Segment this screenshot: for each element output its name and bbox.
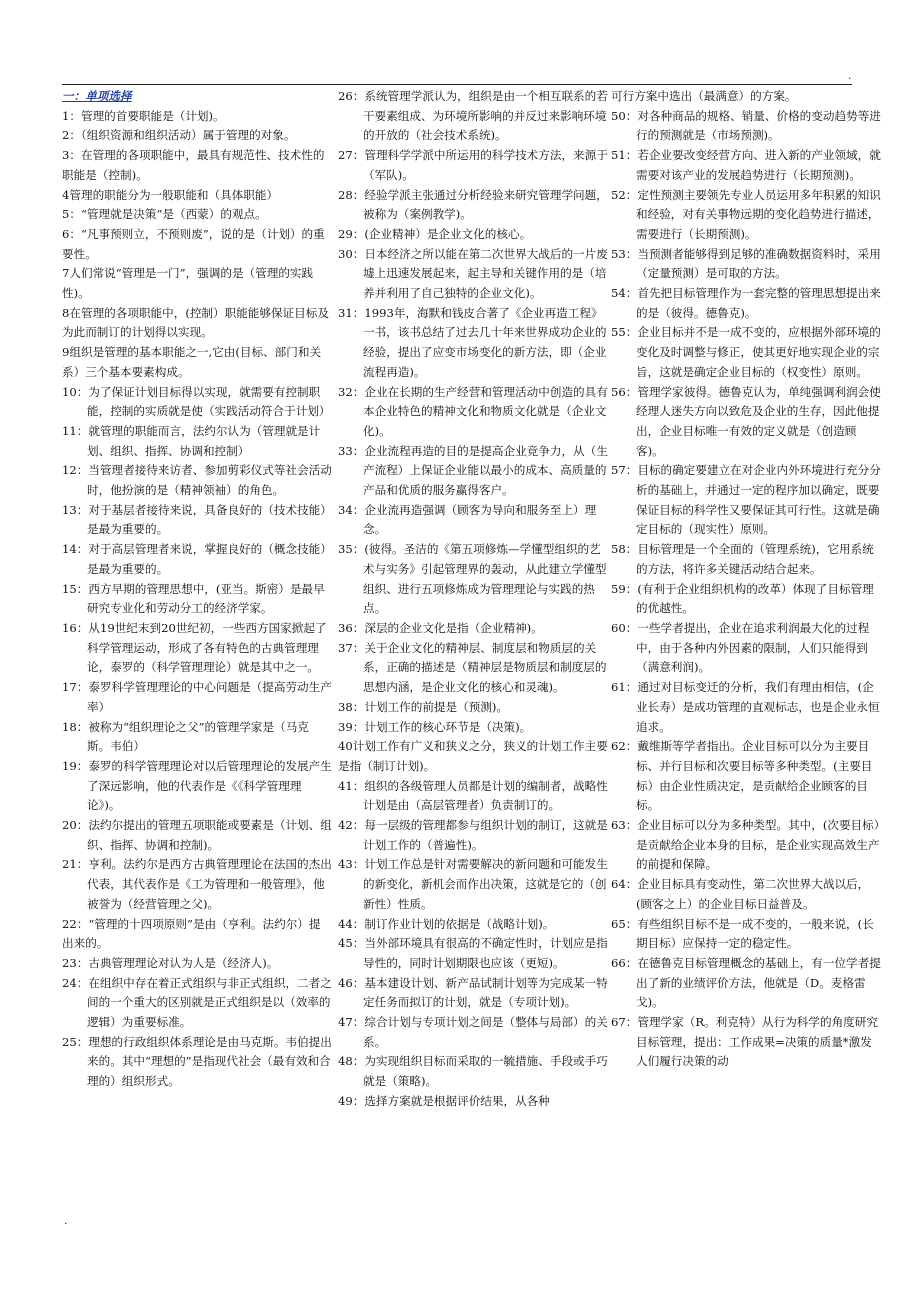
question-item: 45：当外部环境具有很高的不确定性时，计划应是指导性的，同时计划期限也应该（更短)。 bbox=[338, 936, 608, 970]
question-item: 18：被称为“组织理论之父”的管理学家是（马克斯。韦伯） bbox=[62, 719, 309, 754]
question-item: 62：戴维斯等学者指出。企业目标可以分为主要目标、并行目标和次要目标等多种类型。(主要目标）由企业性质决定，是贡献给企业顾客的目标。 bbox=[611, 739, 873, 813]
question-item: 31：1993年，海默和钱皮合著了《企业再造工程》一书，该书总结了过去几十年来世界成功企业的经验，提出了应变市场变化的新方法，即（企业流程再造)。 bbox=[338, 305, 607, 379]
question-item: 26：系统管理学派认为，组织是由一个相互联系的若干要素组成、为环境所影响的并反过来影响环境的开放的（社会技术系统)。 bbox=[338, 89, 608, 143]
question-item: 19：泰罗的科学管理理论对以后管理理论的发展产生了深远影响，他的代表作是《《科学管理理论》)。 bbox=[62, 758, 332, 813]
question-item: 44：制订作业计划的依据是（战略计划)。 bbox=[338, 916, 555, 931]
question-item: 29：(企业精神）是企业文化的核心。 bbox=[338, 226, 532, 241]
section-heading: 一：单项选择 bbox=[62, 89, 132, 103]
question-item: 66：在德鲁克目标管理概念的基础上，有一位学者提出了新的业绩评价方法，他就是（D。麦格雷戈)。 bbox=[611, 955, 881, 1010]
question-item: 1：管理的首要职能是（计划)。 bbox=[62, 108, 225, 123]
question-item: 4管理的职能分为一般职能和（具体职能） bbox=[62, 187, 279, 202]
page-corner-mark: . bbox=[848, 69, 852, 82]
question-item: 49：选择方案就是根据评价结果，从各种 bbox=[338, 1093, 550, 1108]
question-item: 20：法约尔提出的管理五项职能或要素是（计划、组织、指挥、协调和控制)。 bbox=[62, 818, 332, 852]
question-item: 15：西方早期的管理思想中，(亚当。斯密）是最早研究专业化和劳动分工的经济学家。 bbox=[62, 581, 325, 616]
question-item: 25：理想的行政组织体系理论是由马克斯。韦伯提出来的。其中“理想的”是指现代社会（最有效和合理的）组织形式。 bbox=[62, 1034, 332, 1089]
top-rule bbox=[62, 84, 852, 85]
question-item: 41：组织的各级管理人员都是计划的编制者，战略性计划是由（高层管理者）负责制订的。 bbox=[338, 778, 608, 813]
question-item: 52：定性预测主要领先专业人员运用多年积累的知识和经验，对有关事物远期的变化趋势进行描述，需要进行（长期预测)。 bbox=[611, 187, 881, 241]
question-item: 36：深层的企业文化是指（企业精神)。 bbox=[338, 620, 543, 635]
question-item: 43：计划工作总是针对需要解决的新问题和可能发生的新变化，新机会而作出决策，这就是它的（创新性）性质。 bbox=[338, 857, 608, 911]
question-item: 55：企业目标并不是一成不变的，应根据外部环境的变化及时调整与修正，使其更好地实现企业的宗旨，这就是确定企业目标的（权变性）原则。 bbox=[611, 325, 881, 379]
question-item: 38：计划工作的前提是（预测)。 bbox=[338, 699, 508, 714]
question-item: 23：古典管理理论对认为人是（经济人)。 bbox=[62, 955, 279, 970]
question-item: 35：(彼得。圣洁的《第五项修炼—学懂型组织的艺术与实务》引起管理界的轰动，从此建立学懂型组织、进行五项修炼成为管理理论与实践的热点。 bbox=[338, 542, 607, 616]
question-item: 46：基本建设计划、新产品试制计划等为完成某一特定任务而拟订的计划，就是（专项计划)。 bbox=[338, 975, 608, 1010]
question-item: 7人们常说“管理是一门”，强调的是（管理的实践性)。 bbox=[62, 266, 314, 301]
question-item: 57：目标的确定要建立在对企业内外环境进行充分分析的基础上，并通过一定的程序加以确定，既要保证目标的科学性又要保证其可行性。这就是确定目标的（现实性）原则。 bbox=[611, 463, 881, 537]
question-item: 37：关于企业文化的精神层、制度层和物质层的关系，正确的描述是（精神层是物质层和制度层的思想内涵，是企业文化的核心和灵魂)。 bbox=[338, 640, 607, 695]
question-item: 64：企业目标具有变动性，第二次世界大战以后，(顾客之上）的企业目标日益普及。 bbox=[611, 877, 870, 911]
question-item: 可行方案中选出（最满意）的方案。 bbox=[611, 89, 797, 103]
question-item: 67：管理学家（R。利克特）从行为科学的角度研究目标管理，提出：工作成果=决策的质量*激发人们履行决策的动 bbox=[611, 1015, 878, 1069]
question-item: 9组织是管理的基本职能之一,它由(目标、部门和关系）三个基本要素构成。 bbox=[62, 345, 322, 379]
question-item: 39：计划工作的核心环节是（决策)。 bbox=[338, 719, 532, 734]
question-item: 33：企业流程再造的目的是提高企业竞争力，从（生产流程）上保证企业能以最小的成本、高质量的产品和优质的服务赢得客户。 bbox=[338, 443, 608, 498]
question-item: 14：对于高层管理者来说，掌握良好的（概念技能）是最为重要的。 bbox=[62, 542, 332, 576]
question-item: 3：在管理的各项职能中，最具有规范性、技术性的职能是（控制)。 bbox=[62, 148, 325, 182]
question-item: 13：对于基层者接待来说，具备良好的（技术技能）是最为重要的。 bbox=[62, 502, 332, 537]
question-item: 61：通过对目标变迁的分析，我们有理由相信，(企业长寿）是成功管理的直观标志，也是企业永恒追求。 bbox=[611, 680, 880, 734]
question-item: 10：为了保证计划目标得以实现，就需要有控制职能，控制的实质就是使（实践活动符合于计划） bbox=[62, 384, 331, 419]
column-3 bbox=[611, 87, 881, 1072]
question-item: 21：亨利。法约尔是西方古典管理理论在法国的杰出代表，其代表作是《工为管理和一般管理》，他被誉为（经营管理之父)。 bbox=[62, 857, 332, 911]
question-item: 17：泰罗科学管理理论的中心问题是（提高劳动生产率） bbox=[62, 680, 332, 714]
question-item: 28：经验学派主张通过分析经验来研究管理学问题，被称为（案例教学)。 bbox=[338, 187, 608, 222]
question-item: 30：日本经济之所以能在第二次世界大战后的一片废墟上迅速发展起来，起主导和关键作用的是（培养并利用了自己独特的企业文化)。 bbox=[338, 246, 608, 301]
column-1 bbox=[62, 87, 332, 1092]
question-item: 56：管理学家彼得。德鲁克认为，单纯强调利润会使经理人迷失方向以致危及企业的生存，因此他提出，企业目标唯一有效的定义就是（创造顾客)。 bbox=[611, 384, 881, 458]
question-item: 32：企业在长期的生产经营和管理活动中创造的具有本企业特色的精神文化和物质文化就是（企业文化)。 bbox=[338, 384, 608, 438]
question-item: 6：“凡事预则立，不预则废”，说的是（计划）的重要性。 bbox=[62, 226, 325, 261]
question-item: 42：每一层级的管理都参与组织计划的制订，这就是计划工作的（普遍性)。 bbox=[338, 818, 608, 852]
question-item: 59：(有利于企业组织机构的改革）体现了目标管理的优越性。 bbox=[611, 581, 874, 616]
question-item: 34：企业流再造强调（顾客为导向和服务至上）理念。 bbox=[338, 502, 597, 537]
question-item: 16：从19世纪末到20世纪初，一些西方国家掀起了科学管理运动，形成了各有特色的古典管理理论，泰罗的（科学管理理论）就是其中之一。 bbox=[62, 620, 327, 675]
column-2 bbox=[338, 87, 608, 1112]
question-item: 58：目标管理是一个全面的（管理系统)，它用系统的方法，将许多关键活动结合起来。 bbox=[611, 542, 874, 576]
question-item: 47：综合计划与专项计划之间是（整体与局部）的关系。 bbox=[338, 1015, 608, 1049]
question-item: 40计划工作有广义和狭义之分，狭义的计划工作主要是指（制订计划)。 bbox=[338, 739, 608, 773]
question-item: 11：就管理的职能而言，法约尔认为（管理就是计划、组织、指挥、协调和控制） bbox=[62, 423, 321, 458]
question-item: 22：“管理的十四项原则”是由（亨利。法约尔）提出来的。 bbox=[62, 916, 321, 951]
question-item: 51：若企业要改变经营方向、进入新的产业领域，就需要对该产业的发展趋势进行（长期预测)。 bbox=[611, 148, 881, 182]
page-footer-mark: . bbox=[64, 1214, 68, 1227]
question-item: 5：“管理就是决策”是（西蒙）的观点。 bbox=[62, 207, 267, 222]
question-item: 63：企业目标可以分为多种类型。其中，(次要目标）是贡献给企业本身的目标，是企业实现高效生产的前提和保障。 bbox=[611, 818, 880, 872]
question-item: 54：首先把目标管理作为一套完整的管理思想提出来的是（彼得。德鲁克)。 bbox=[611, 286, 881, 320]
question-item: 48：为实现组织目标而采取的一毓措施、手段或手巧就是（策略)。 bbox=[338, 1054, 608, 1089]
question-item: 65：有些组织目标不是一成不变的，一般来说，(长期目标）应保持一定的稳定性。 bbox=[611, 916, 874, 951]
question-item: 24：在组织中存在着正式组织与非正式组织，二者之间的一个重大的区别就是正式组织是以（效率的逻辑）为重要标准。 bbox=[62, 975, 332, 1030]
question-item: 12：当管理者接待来访者、参加剪彩仪式等社会活动时，他扮演的是（精神领袖）的角色。 bbox=[62, 463, 332, 498]
question-item: 8在管理的各项职能中，(控制）职能能够保证目标及为此而制订的计划得以实现。 bbox=[62, 305, 329, 340]
question-item: 2：（组织资源和组织活动）属于管理的对象。 bbox=[62, 128, 296, 143]
question-item: 27：管理科学学派中所运用的科学技术方法，来源于（军队)。 bbox=[338, 148, 608, 182]
question-item: 53：当预测者能够得到足够的准确数据资料时，采用（定量预测）是可取的方法。 bbox=[611, 246, 881, 281]
question-item: 60：一些学者提出，企业在追求利润最大化的过程中，由于各种内外因素的限制，人们只能得到（满意利润)。 bbox=[611, 620, 870, 675]
question-item: 50：对各种商品的规格、销量、价格的变动趋势等进行的预测就是（市场预测)。 bbox=[611, 108, 881, 143]
